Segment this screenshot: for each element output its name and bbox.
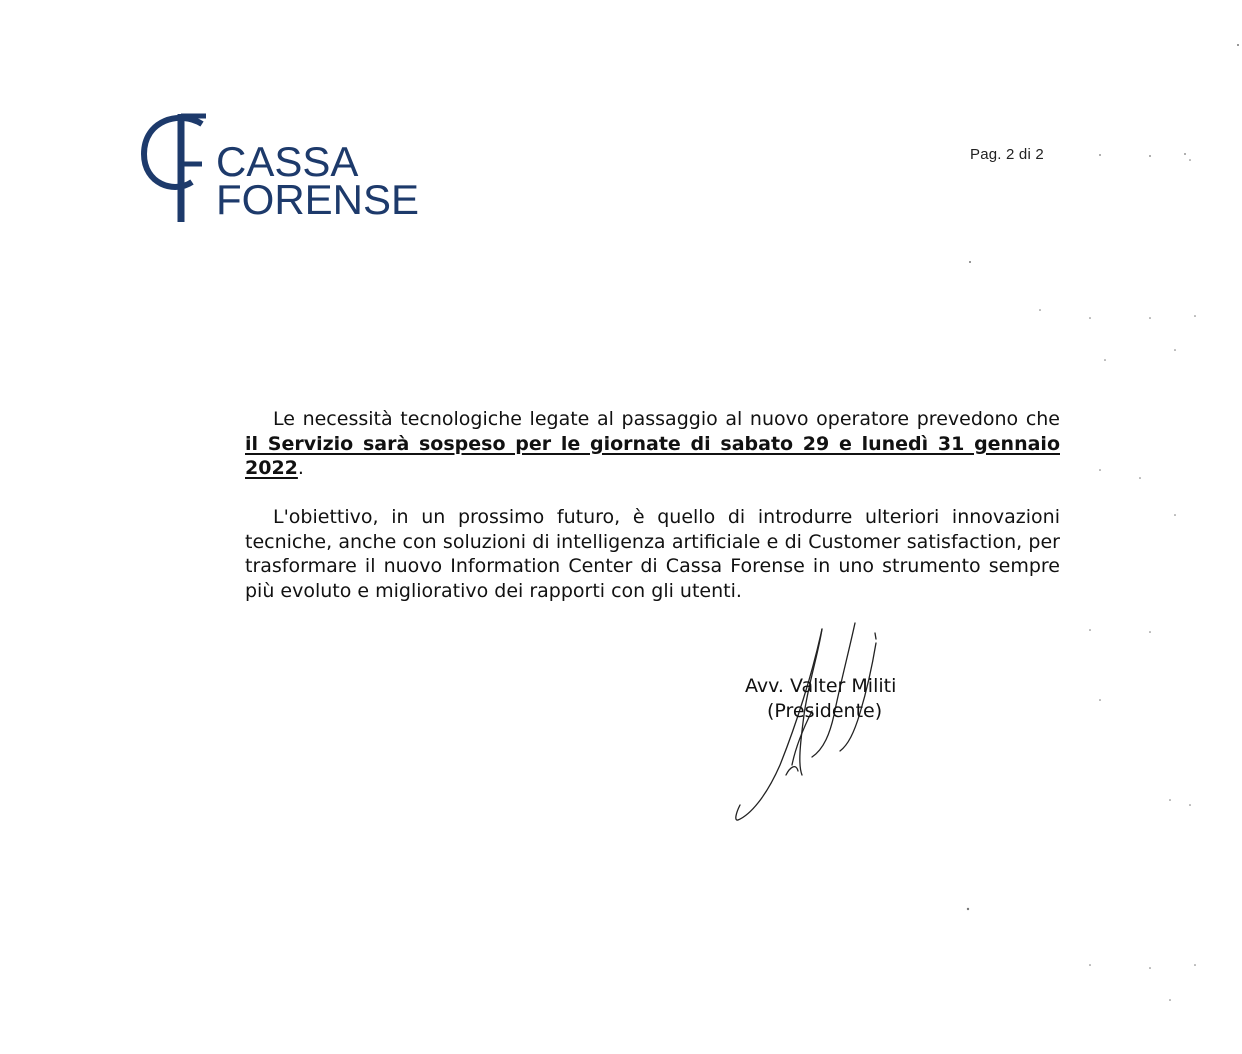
cassa-forense-logo <box>140 110 420 230</box>
paragraph2-text: L'obiettivo, in un prossimo futuro, è quello di introdurre ulteriori innovazioni tecniche, anche con soluzioni di intelligenza artificiale e di Customer satisfaction, per trasformare il nuovo Information Center di Cassa Forense in uno strumento sempre più evoluto e migliorativo dei rapporti con gli utenti. <box>245 506 1060 602</box>
logo-wordmark <box>216 138 420 223</box>
paragraph1-end: . <box>297 457 304 479</box>
signatory-role: (Presidente) <box>767 700 883 722</box>
paragraph-service-suspension <box>245 407 1060 481</box>
logo-line-cassa: CASSA <box>216 138 359 185</box>
handwritten-signature <box>700 615 960 835</box>
paragraph-objective <box>245 505 1060 603</box>
logo-line-forense: FORENSE <box>216 176 420 223</box>
paragraph1-lead: Le necessità tecnologiche legate al passaggio al nuovo operatore prevedono che <box>273 408 1060 430</box>
cf-monogram-icon <box>140 110 220 226</box>
page-number: Pag. 2 di 2 <box>970 146 1044 163</box>
suspension-notice-emphasis: il Servizio sarà sospeso per le giornate di sabato 29 e lunedì 31 gennaio 2022 <box>245 432 1060 479</box>
signatory-name: Avv. Valter Militi <box>745 675 897 697</box>
